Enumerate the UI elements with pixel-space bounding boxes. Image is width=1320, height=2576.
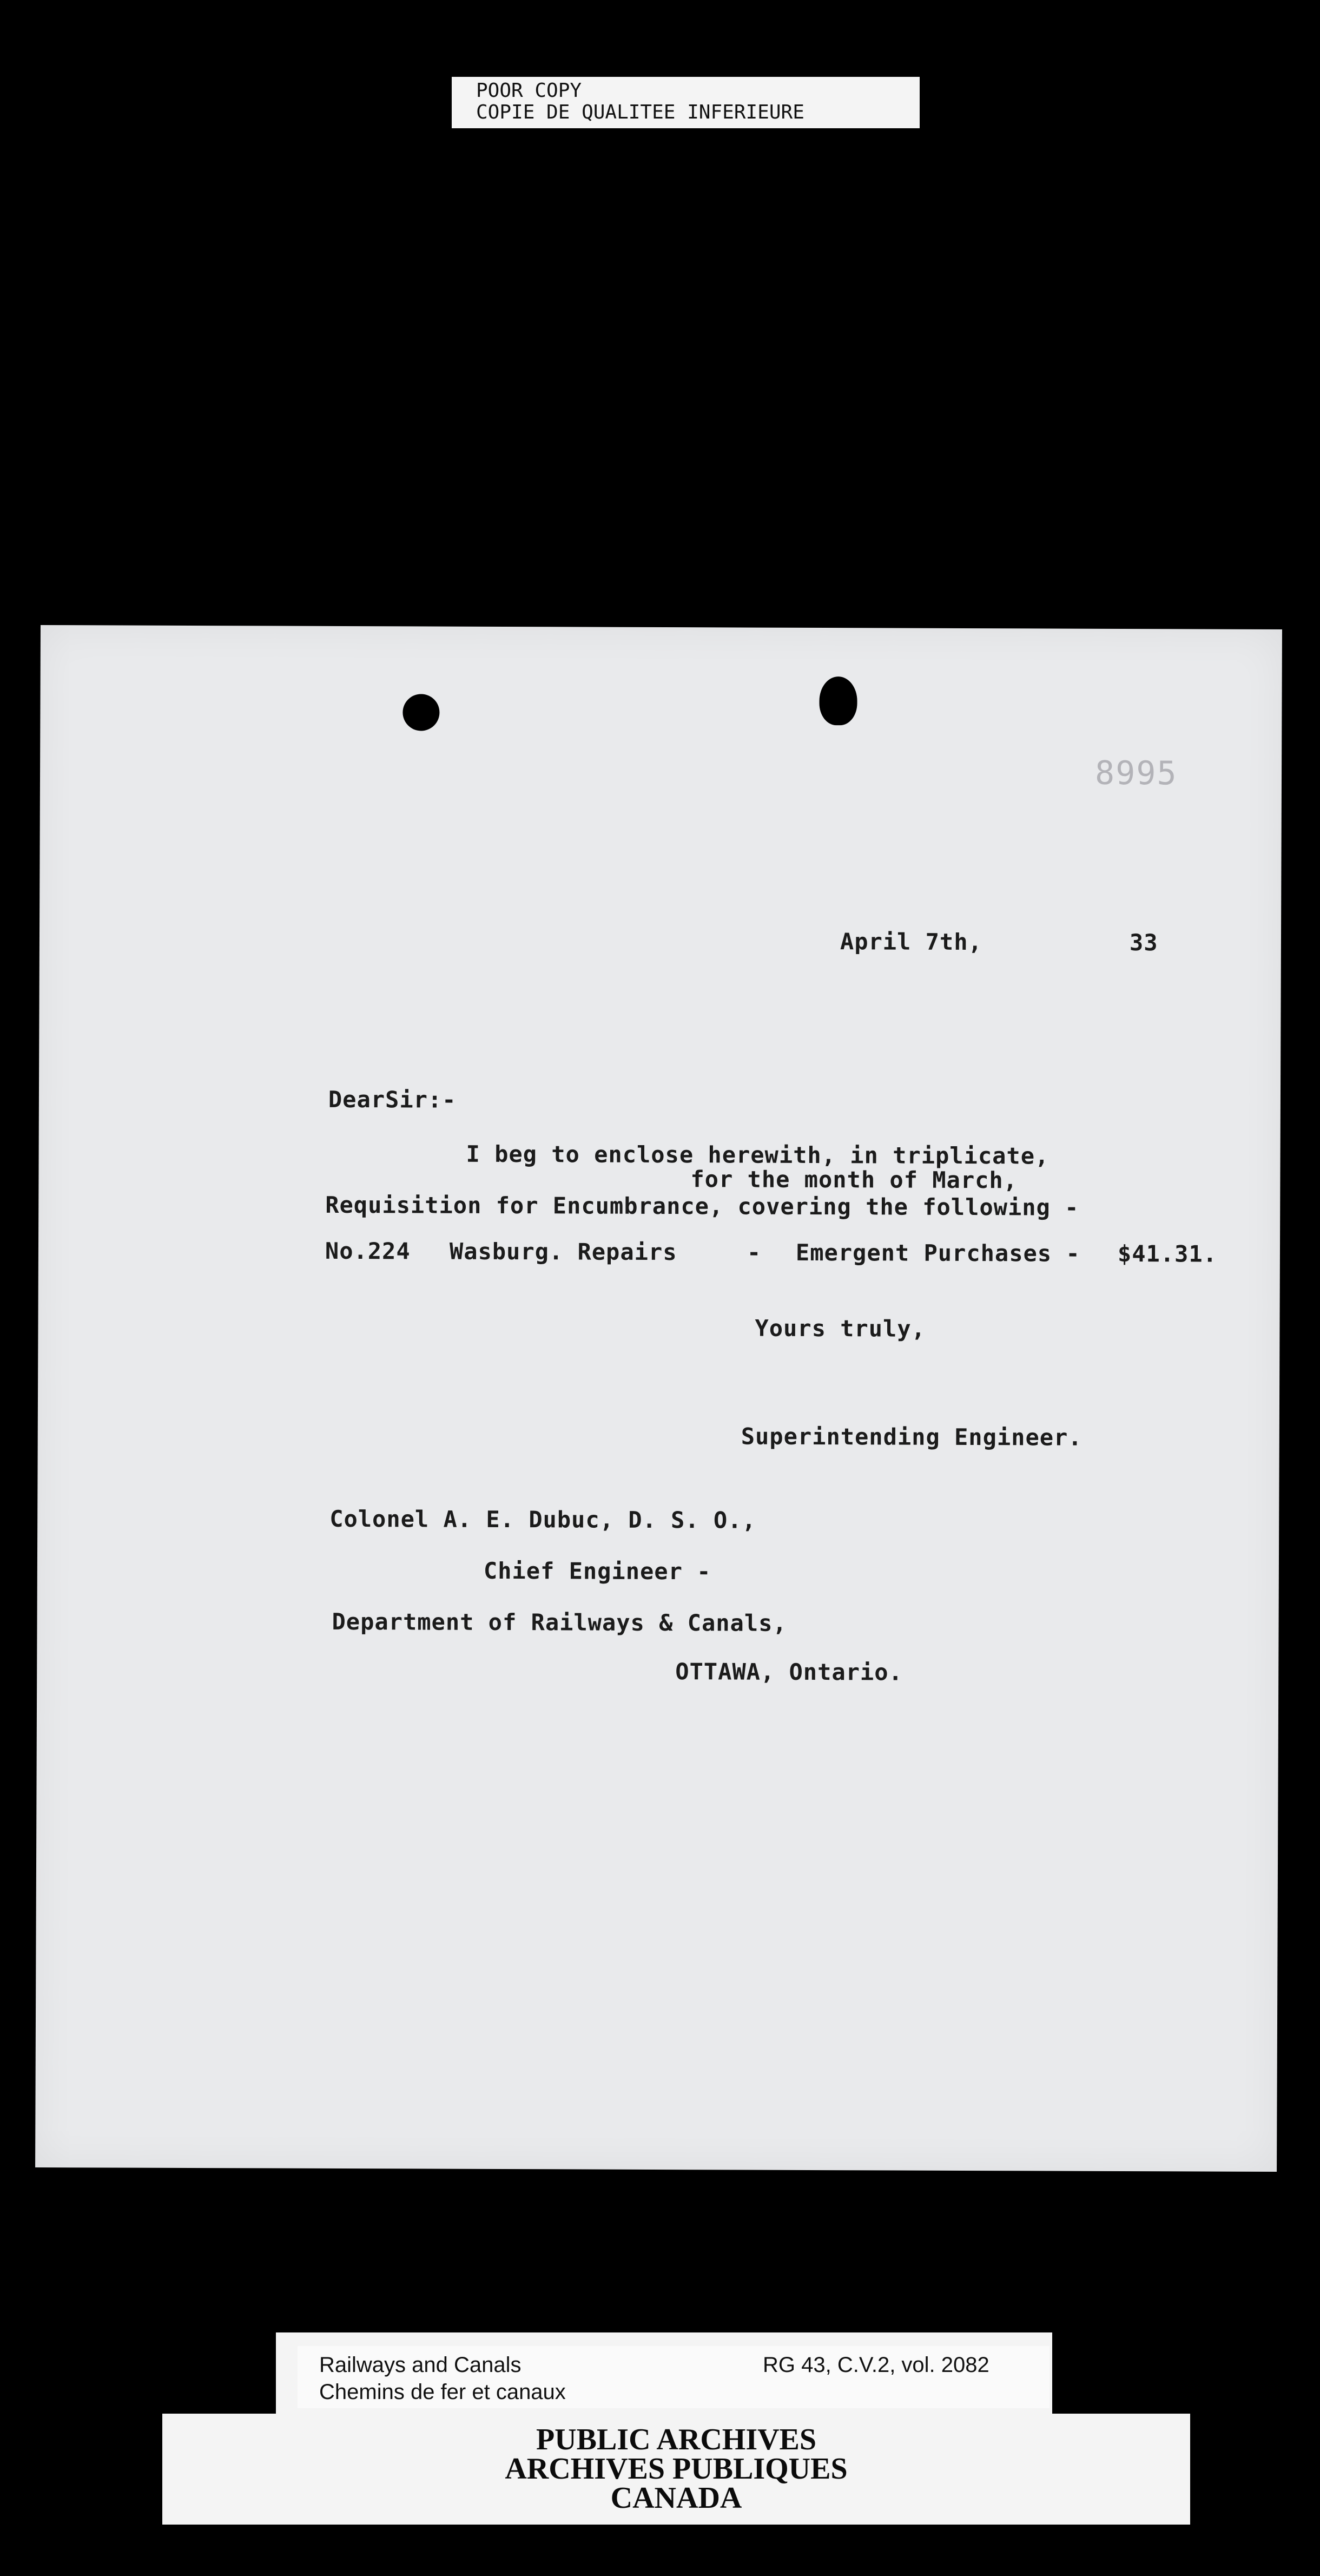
- body-line-2: for the month of March,: [690, 1166, 1018, 1194]
- footer-bar-left: [162, 2332, 276, 2414]
- footer-bar-right: [1052, 2332, 1190, 2414]
- archive-name-english: PUBLIC ARCHIVES: [536, 2423, 817, 2456]
- banner-line-2: COPIE DE QUALITEE INFERIEURE: [476, 101, 804, 123]
- salutation: DearSir:-: [328, 1086, 457, 1113]
- letter-page: [35, 625, 1282, 2172]
- addressee-department: Department of Railways & Canals,: [332, 1608, 787, 1637]
- item-dash: -: [747, 1239, 762, 1266]
- addressee-title: Chief Engineer -: [483, 1557, 711, 1585]
- body-line-1: I beg to enclose herewith, in triplicate,: [466, 1140, 1050, 1169]
- archive-stamp-number: 8995: [1094, 754, 1178, 793]
- series-english: Railways and Canals: [319, 2353, 522, 2377]
- addressee-city: OTTAWA, Ontario.: [675, 1658, 903, 1686]
- letter-date: April 7th,: [840, 928, 982, 956]
- addressee-name: Colonel A. E. Dubuc, D. S. O.,: [329, 1505, 756, 1534]
- item-place: Wasburg. Repairs: [449, 1238, 677, 1266]
- item-number: No.224: [325, 1237, 411, 1265]
- punch-hole-right: [819, 676, 857, 725]
- signature-title: Superintending Engineer.: [741, 1423, 1083, 1451]
- series-french: Chemins de fer et canaux: [319, 2380, 566, 2404]
- archive-name-french: ARCHIVES PUBLIQUES: [505, 2452, 848, 2486]
- closing: Yours truly,: [755, 1315, 926, 1342]
- item-amount: $41.31.: [1117, 1240, 1218, 1267]
- archive-reference: RG 43, C.V.2, vol. 2082: [763, 2353, 989, 2377]
- banner-line-1: POOR COPY: [476, 80, 582, 102]
- letter-year: 33: [1129, 929, 1158, 956]
- archive-country: CANADA: [610, 2481, 742, 2515]
- body-line-3: Requisition for Encumbrance, covering the following -: [325, 1191, 1079, 1221]
- poor-copy-banner: [452, 77, 920, 128]
- punch-hole-left: [402, 694, 439, 731]
- item-description: Emergent Purchases -: [795, 1239, 1080, 1267]
